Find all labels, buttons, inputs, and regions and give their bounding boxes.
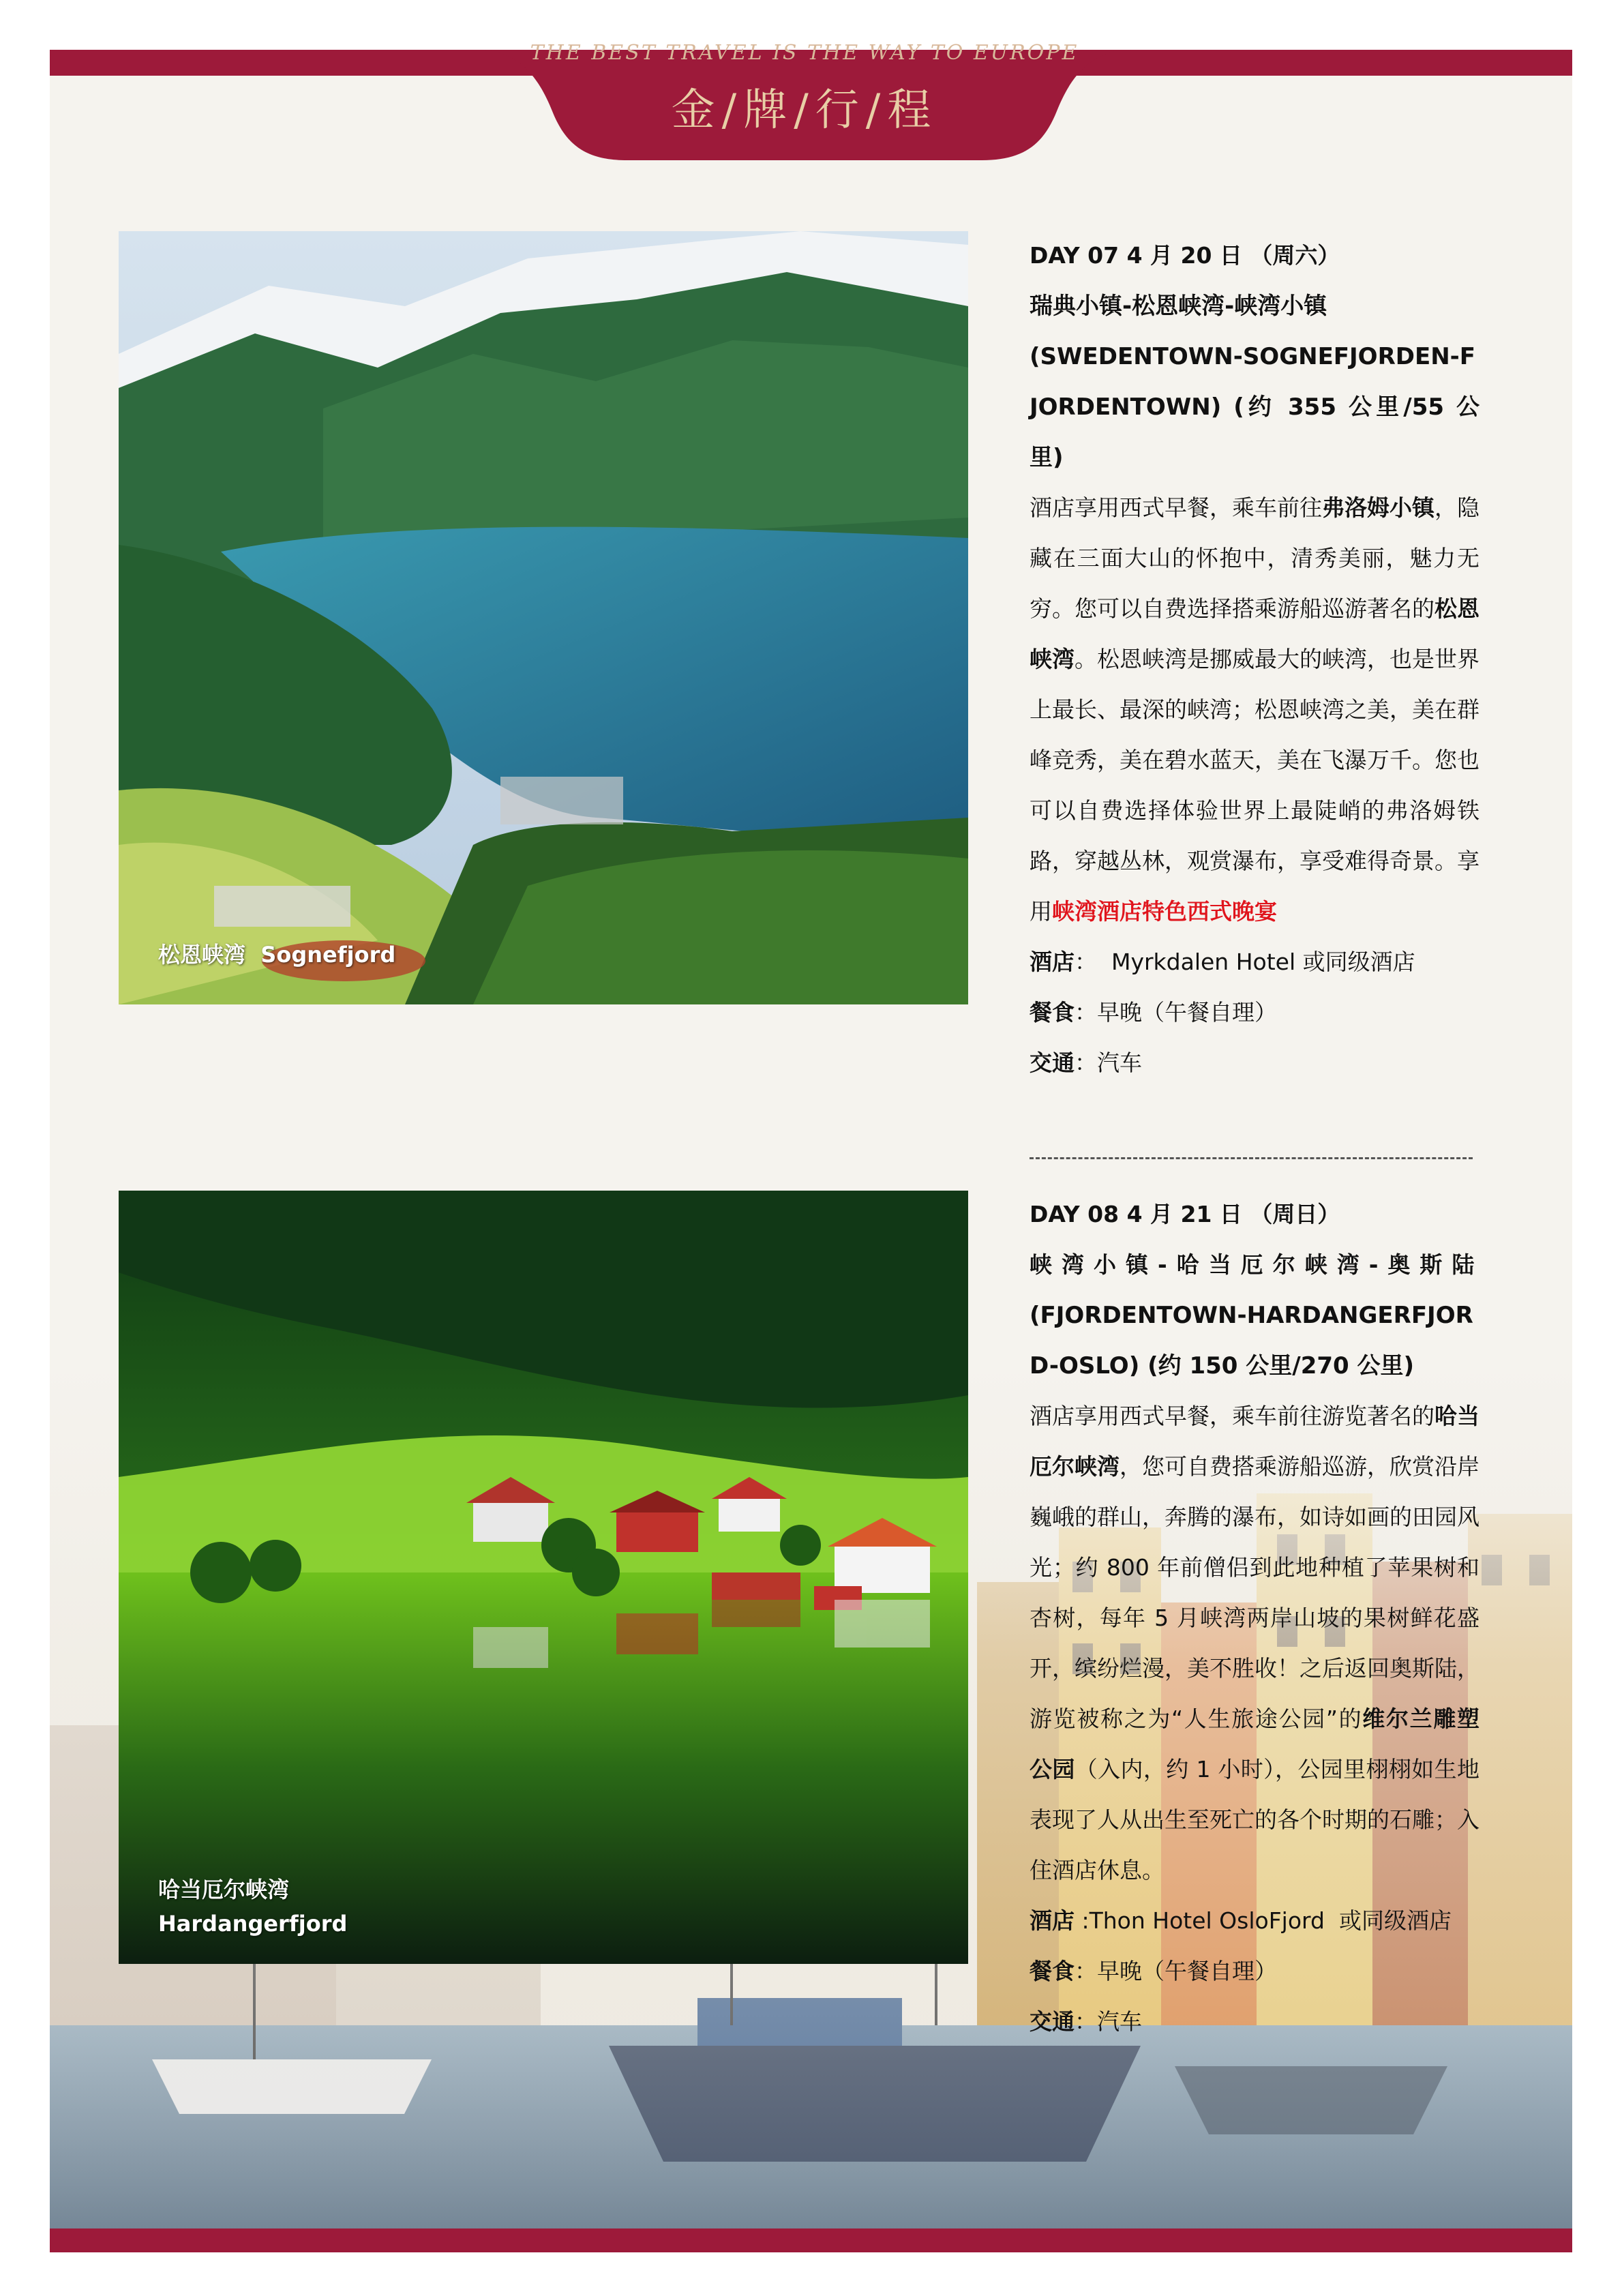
header-subtitle: THE BEST TRAVEL IS THE WAY TO EUROPE bbox=[530, 41, 1079, 65]
day8-transport-value: ：汽车 bbox=[1075, 2008, 1142, 2035]
hardangerfjord-caption-cn: 哈当厄尔峡湾 bbox=[158, 1877, 290, 1903]
day8-hotel bbox=[1030, 1896, 1480, 1946]
section-divider bbox=[1030, 1157, 1473, 1159]
header-title: 金/牌/行/程 bbox=[671, 85, 938, 136]
day8-hotel-value: :Thon Hotel OsloFjord 或同级酒店 bbox=[1075, 1907, 1452, 1934]
day7-transport-label: 交通 bbox=[1030, 1049, 1075, 1076]
day7-transport-value: ：汽车 bbox=[1075, 1049, 1142, 1076]
day7-desc-dinner-highlight: 峡湾酒店特色西式晚宴 bbox=[1052, 898, 1277, 925]
day7-column bbox=[1030, 230, 1480, 1088]
day7-description bbox=[1030, 483, 1480, 937]
day8-column bbox=[1030, 1189, 1484, 2047]
day7-meal bbox=[1030, 987, 1480, 1038]
day8-transport bbox=[1030, 1997, 1480, 2047]
hardangerfjord-caption-en: Hardangerfjord bbox=[158, 1911, 348, 1937]
footer-band bbox=[50, 2228, 1572, 2252]
day8-date: DAY 08 4 月 21 日 （周日） bbox=[1030, 1201, 1340, 1227]
sognefjord-photo bbox=[119, 231, 968, 1004]
day8-desc-vigeland-park: 维尔兰雕塑公园 bbox=[1030, 1705, 1480, 1783]
day8-desc-hardangerfjord: 哈当厄尔峡湾 bbox=[1030, 1403, 1480, 1480]
day7-meal-value: ：早晚（午餐自理） bbox=[1075, 999, 1277, 1026]
day7-desc-sognefjord: 松恩峡湾 bbox=[1030, 595, 1480, 672]
day8-desc-text-2: ，您可自费搭乘游船巡游，欣赏沿岸巍峨的群山，奔腾的瀑布，如诗如画的田园风光；约 800 年前僧侣到此地种植了苹果树和杏树，每年 5 月峡湾两岸山坡的果树鲜花盛开，缤纷烂漫，美不胜收！之后返回奥斯陆，游览被称之为“人生旅途公园”的 bbox=[1030, 1453, 1480, 1732]
day7-transport bbox=[1030, 1038, 1480, 1088]
sognefjord-caption: 松恩峡湾 Sognefjord bbox=[158, 942, 396, 968]
day8-route-en: (FJORDENTOWN-HARDANGERFJORD-OSLO) (约 150 公里/270 公里) bbox=[1030, 1302, 1473, 1380]
day8-transport-label: 交通 bbox=[1030, 2008, 1075, 2035]
day7-hotel-label: 酒店 bbox=[1030, 949, 1075, 975]
day7-route-en: (SWEDENTOWN-SOGNEFJORDEN-FJORDENTOWN) (约 355 公里/55 公里) bbox=[1030, 343, 1480, 471]
day7-desc-text-3: 。松恩峡湾是挪威最大的峡湾，也是世界上最长、最深的峡湾；松恩峡湾之美，美在群峰竞秀，美在碧水蓝天，美在飞瀑万千。您也可以自费选择体验世界上最陡峭的弗洛姆铁路，穿越丛林，观赏瀑布，享受难得奇景。享用 bbox=[1030, 646, 1480, 925]
hardangerfjord-photo bbox=[119, 1191, 968, 1964]
day7-meal-label: 餐食 bbox=[1030, 999, 1075, 1026]
day7-hotel bbox=[1030, 937, 1480, 987]
day8-hotel-label: 酒店 bbox=[1030, 1907, 1075, 1934]
day7-hotel-value: ： Myrkdalen Hotel 或同级酒店 bbox=[1075, 949, 1415, 975]
day7-desc-text-1: 酒店享用西式早餐，乘车前往 bbox=[1030, 494, 1322, 521]
day8-description bbox=[1030, 1391, 1480, 1896]
day7-date: DAY 07 4 月 20 日 （周六） bbox=[1030, 242, 1340, 269]
day8-meal-value: ：早晚（午餐自理） bbox=[1075, 1958, 1277, 1984]
day8-desc-text-3: （入内，约 1 小时），公园里栩栩如生地表现了人从出生至死亡的各个时期的石雕；入住酒店休息。 bbox=[1030, 1756, 1480, 1883]
day8-route-cn: 峡湾小镇-哈当厄尔峡湾-奥斯陆 bbox=[1030, 1251, 1484, 1278]
day7-desc-flam: 弗洛姆小镇 bbox=[1322, 494, 1435, 521]
day7-route-cn: 瑞典小镇-松恩峡湾-峡湾小镇 bbox=[1030, 293, 1327, 320]
day8-meal-label: 餐食 bbox=[1030, 1958, 1075, 1984]
day8-desc-text-1: 酒店享用西式早餐，乘车前往游览著名的 bbox=[1030, 1403, 1435, 1429]
day7-desc-text-2: ，隐藏在三面大山的怀抱中，清秀美丽，魅力无穷。您可以自费选择搭乘游船巡游著名的 bbox=[1030, 494, 1480, 622]
day8-meal bbox=[1030, 1946, 1480, 1997]
